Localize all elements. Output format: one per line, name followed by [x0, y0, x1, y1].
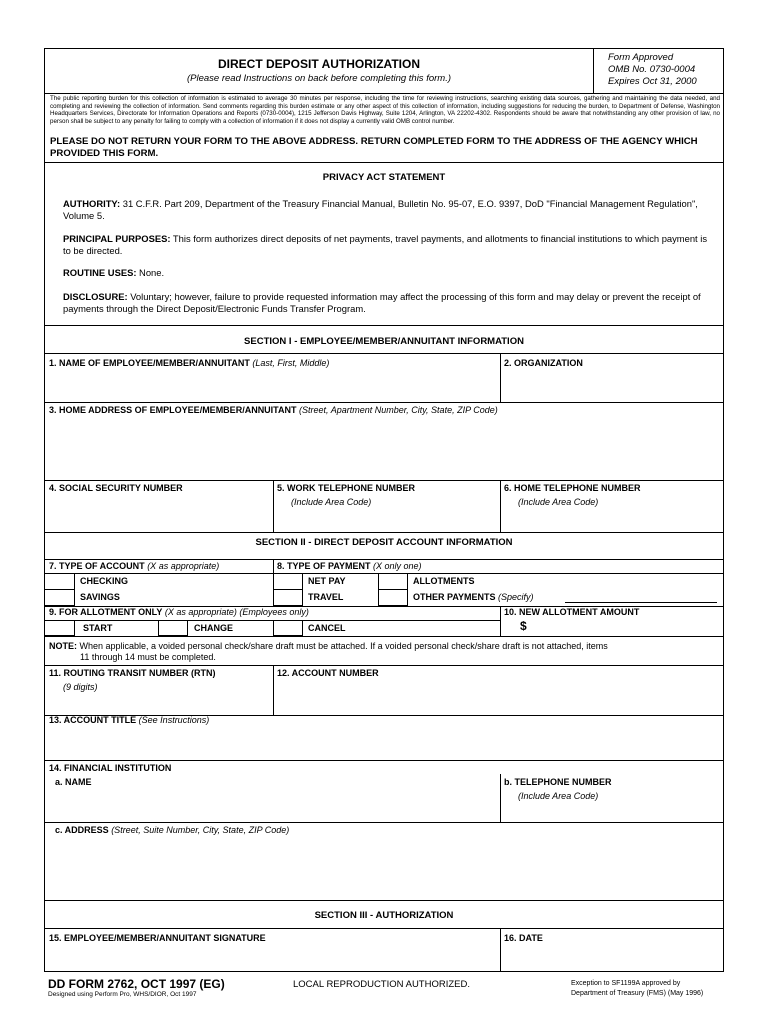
- divider: [45, 559, 723, 560]
- home-address-input[interactable]: [46, 418, 722, 479]
- privacy-disclosure: DISCLOSURE: Voluntary; however, failure to provide requested information may affect the processing of this form and may delay or prevent the receipt of payments through the Direct Deposit/Electronic Funds Transfer Program.: [63, 291, 701, 314]
- field-11-label: 11. ROUTING TRANSIT NUMBER (RTN): [49, 668, 216, 678]
- form-title: DIRECT DEPOSIT AUTHORIZATION: [218, 57, 420, 71]
- field-14b-label: b. TELEPHONE NUMBER: [504, 777, 612, 787]
- field-2-label: 2. ORGANIZATION: [504, 358, 583, 368]
- net-pay-checkbox[interactable]: [273, 573, 303, 590]
- start-label: START: [83, 623, 113, 633]
- other-payments-label: OTHER PAYMENTS (Specify): [413, 592, 534, 602]
- burden-statement: The public reporting burden for this collection of information is estimated to average 30 minutes per response, including the time for reviewing instructions, searching existing data sources, gathering and maintaining the data needed, and completing and reviewing the collection of information. Send comments regarding this burden estimate or any other aspect of this collection of information, including suggestions for reducing the burden, to Department of Defense, Washington Headquarters Services, Directorate for Information Operations and Reports (0730-0004), 1215 Jefferson Davis Highway, Suite 1204, Arlington, VA 22202-4302. Respondents should be aware that notwithstanding any other provision of law, no person shall be subject to any penalty for failing to comply with a collection of information if it does not display a currently valid OMB control number.: [50, 95, 720, 125]
- savings-label: SAVINGS: [80, 592, 120, 602]
- field-5-label: 5. WORK TELEPHONE NUMBER: [277, 483, 416, 493]
- routing-number-input[interactable]: [46, 695, 272, 713]
- approval-line-3: Expires Oct 31, 2000: [608, 76, 697, 87]
- field-10-label: 10. NEW ALLOTMENT AMOUNT: [504, 607, 640, 617]
- form-subtitle: (Please read Instructions on back before completing this form.): [186, 73, 451, 84]
- section-1-heading: SECTION I - EMPLOYEE/MEMBER/ANNUITANT INFORMATION: [244, 336, 524, 347]
- institution-address-input[interactable]: [46, 838, 722, 898]
- cancel-checkbox[interactable]: [273, 620, 303, 636]
- allotment-amount-input[interactable]: [533, 620, 721, 635]
- divider: [45, 900, 723, 901]
- savings-checkbox[interactable]: [44, 589, 75, 606]
- divider: [45, 93, 723, 94]
- field-12-label: 12. ACCOUNT NUMBER: [277, 668, 379, 678]
- organization-input[interactable]: [501, 371, 722, 399]
- change-checkbox[interactable]: [158, 620, 188, 636]
- divider: [45, 325, 723, 326]
- work-phone-input[interactable]: [274, 509, 499, 531]
- divider: [45, 822, 723, 823]
- dollar-sign: $: [520, 619, 527, 633]
- checking-checkbox[interactable]: [44, 573, 75, 590]
- travel-label: TRAVEL: [308, 592, 344, 602]
- approval-line-2: OMB No. 0730-0004: [608, 64, 696, 75]
- checking-label: CHECKING: [80, 576, 129, 586]
- privacy-heading: PRIVACY ACT STATEMENT: [322, 172, 446, 183]
- field-9-label: 9. FOR ALLOTMENT ONLY (X as appropriate) (Employees only): [49, 607, 309, 617]
- divider: [45, 760, 723, 761]
- institution-phone-input[interactable]: [501, 804, 722, 821]
- field-14-label: 14. FINANCIAL INSTITUTION: [49, 763, 172, 773]
- travel-checkbox[interactable]: [273, 589, 303, 606]
- field-14c-label: c. ADDRESS (Street, Suite Number, City, State, ZIP Code): [55, 825, 290, 835]
- divider: [45, 532, 723, 533]
- field-14a-label: a. NAME: [55, 777, 92, 787]
- other-payments-specify-input[interactable]: [565, 590, 717, 602]
- account-number-input[interactable]: [274, 681, 722, 713]
- allotments-label: ALLOTMENTS: [413, 576, 475, 586]
- field-6-label: 6. HOME TELEPHONE NUMBER: [504, 483, 641, 493]
- employee-name-input[interactable]: [46, 371, 499, 399]
- divider: [45, 480, 723, 481]
- institution-name-input[interactable]: [46, 790, 499, 820]
- approval-line-1: Form Approved: [608, 52, 674, 63]
- note-line-1: NOTE: When applicable, a voided personal check/share draft must be attached. If a voided personal check/share draft is not attached, items: [49, 641, 608, 651]
- change-label: CHANGE: [194, 623, 234, 633]
- section-2-heading: SECTION II - DIRECT DEPOSIT ACCOUNT INFORMATION: [255, 537, 513, 548]
- field-13-label: 13. ACCOUNT TITLE (See Instructions): [49, 715, 210, 725]
- exception-line-1: Exception to SF1199A approved by: [571, 980, 681, 987]
- return-notice: PLEASE DO NOT RETURN YOUR FORM TO THE ABOVE ADDRESS. RETURN COMPLETED FORM TO THE ADDRESS OF THE AGENCY WHICH PROVIDED THIS FORM.: [50, 136, 698, 159]
- divider: [45, 928, 723, 929]
- account-title-input[interactable]: [46, 728, 722, 758]
- divider: [45, 665, 723, 666]
- field-7-label: 7. TYPE OF ACCOUNT (X as appropriate): [49, 561, 220, 571]
- cancel-label: CANCEL: [308, 623, 346, 633]
- divider: [45, 353, 723, 354]
- privacy-authority: AUTHORITY: 31 C.F.R. Part 209, Department of the Treasury Financial Manual, Bulletin No. 95-07, E.O. 9397, DoD "Financial Management Regulation", Volume 5.: [63, 198, 698, 221]
- divider: [45, 636, 723, 637]
- privacy-routine-uses: ROUTINE USES: None.: [63, 267, 165, 278]
- privacy-purposes: PRINCIPAL PURPOSES: This form authorizes direct deposits of net payments, travel payments, and allotments to financial institutions to which payment is to be directed.: [63, 233, 708, 256]
- start-checkbox[interactable]: [44, 620, 75, 636]
- designed-by: Designed using Perform Pro, WHS/DIOR, Oct 1997: [48, 991, 197, 998]
- other-payments-checkbox[interactable]: [378, 589, 408, 606]
- field-6-hint: (Include Area Code): [518, 497, 599, 507]
- field-11-hint: (9 digits): [63, 682, 98, 692]
- direct-deposit-form: [44, 48, 724, 972]
- field-14b-hint: (Include Area Code): [518, 791, 599, 801]
- field-8-label: 8. TYPE OF PAYMENT (X only one): [277, 561, 422, 571]
- signature-field[interactable]: [46, 945, 499, 971]
- reproduction-notice: LOCAL REPRODUCTION AUTHORIZED.: [293, 979, 471, 990]
- exception-line-2: Department of Treasury (FMS) (May 1996): [571, 990, 704, 997]
- home-phone-input[interactable]: [501, 509, 722, 531]
- divider: [45, 162, 723, 163]
- form-id: DD FORM 2762, OCT 1997 (EG): [48, 977, 225, 991]
- field-15-label: 15. EMPLOYEE/MEMBER/ANNUITANT SIGNATURE: [49, 933, 266, 943]
- ssn-input[interactable]: [46, 496, 272, 530]
- section-3-heading: SECTION III - AUTHORIZATION: [314, 910, 454, 921]
- field-1-label: 1. NAME OF EMPLOYEE/MEMBER/ANNUITANT (Last, First, Middle): [49, 358, 330, 368]
- other-payments-line: [565, 602, 717, 603]
- net-pay-label: NET PAY: [308, 576, 346, 586]
- divider: [500, 606, 501, 636]
- header-divider: [593, 49, 594, 93]
- field-5-hint: (Include Area Code): [291, 497, 372, 507]
- field-3-label: 3. HOME ADDRESS OF EMPLOYEE/MEMBER/ANNUITANT (Street, Apartment Number, City, State, ZIP Code): [49, 405, 498, 415]
- field-16-label: 16. DATE: [504, 933, 543, 943]
- note-line-2: 11 through 14 must be completed.: [80, 652, 216, 662]
- field-4-label: 4. SOCIAL SECURITY NUMBER: [49, 483, 183, 493]
- date-input[interactable]: [501, 945, 722, 971]
- allotments-checkbox[interactable]: [378, 573, 408, 590]
- divider: [45, 402, 723, 403]
